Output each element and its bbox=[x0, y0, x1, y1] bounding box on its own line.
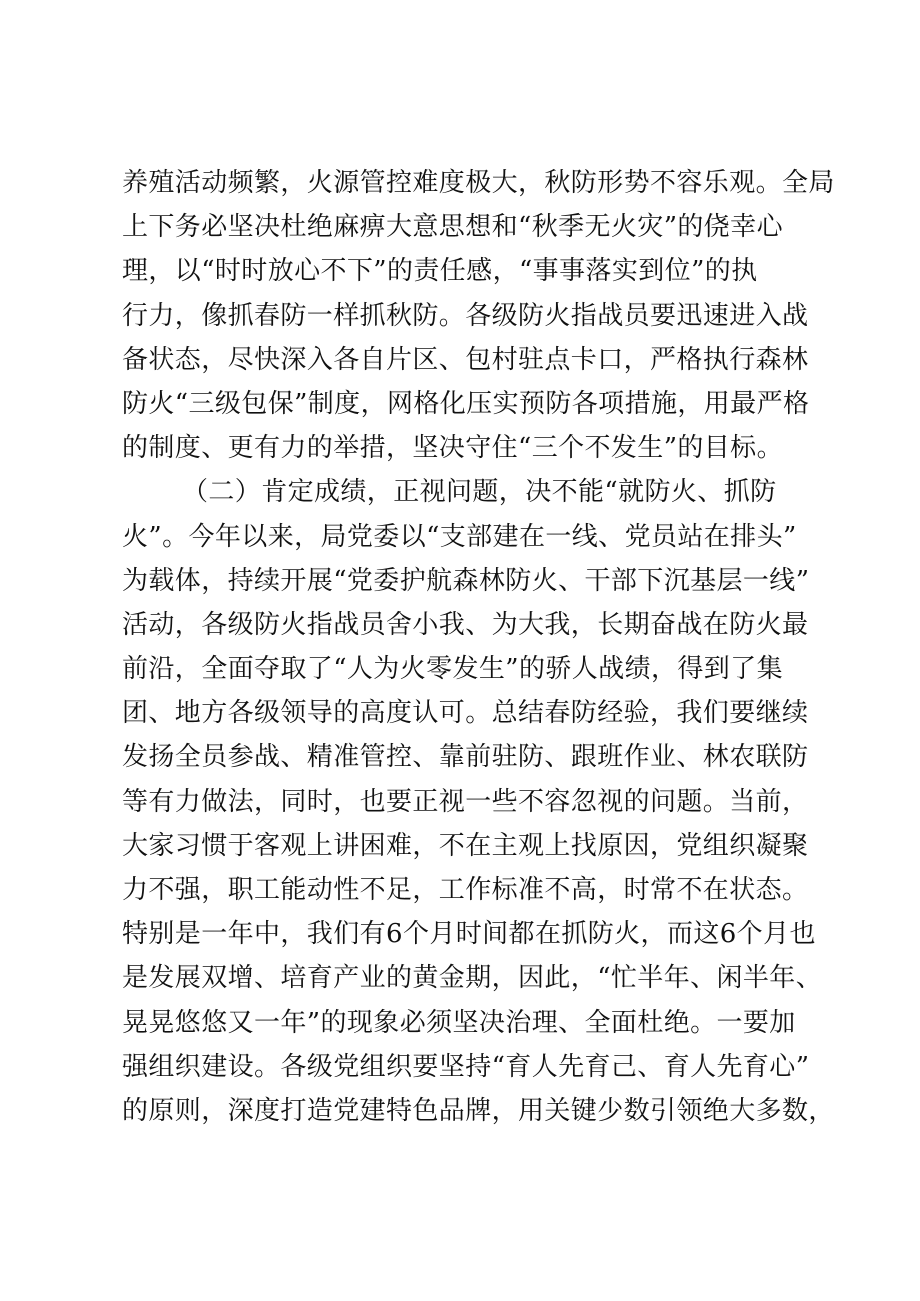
text-line: 理，以“时时放心不下”的责任感，“事事落实到位”的执 bbox=[122, 256, 758, 287]
text-line: 力不强，职工能动性不足，工作标准不高，时常不在状态。 bbox=[122, 875, 809, 905]
text-line: 晃晃悠悠又一年”的现象必须坚决治理、全面杜绝。一要加 bbox=[122, 1007, 796, 1038]
text-line: 等有力做法，同时，也要正视一些不容忽视的问题。当前， bbox=[122, 786, 809, 817]
text-line: 前沿，全面夺取了“人为火零发生”的骄人战绩，得到了集 bbox=[122, 654, 783, 685]
text-line: 是发展双增、培育产业的黄金期，因此，“忙半年、闲半年、 bbox=[122, 963, 823, 994]
text-line: 备状态，尽快深入各自片区、包村驻点卡口，严格执行森林 bbox=[122, 344, 809, 375]
text-line: 特别是一年中，我们有6个月时间都在抓防火，而这6个月也 bbox=[122, 919, 816, 950]
document-body bbox=[122, 161, 835, 1133]
text-line: 的原则，深度打造党建特色品牌，用关键少数引领绝大多数， bbox=[122, 1095, 835, 1126]
text-line: 防火“三级包保”制度，网格化压实预防各项措施，用最严格 bbox=[122, 388, 810, 419]
section-heading-line: （二）肯定成绩，正视问题，决不能“就防火、抓防 bbox=[182, 477, 777, 508]
text-line: 的制度、更有力的举措，坚决守住“三个不发生”的目标。 bbox=[122, 433, 783, 464]
text-line: 上下务必坚决杜绝麻痹大意思想和“秋季无火灾”的侥幸心 bbox=[122, 212, 783, 243]
text-line: 为载体，持续开展“党委护航森林防火、干部下沉基层一线” bbox=[122, 565, 810, 596]
text-line: 大家习惯于客观上讲困难，不在主观上找原因，党组织凝聚 bbox=[122, 830, 809, 861]
text-line: 强组织建设。各级党组织要坚持“育人先育己、育人先育心” bbox=[122, 1051, 810, 1082]
text-line: 养殖活动频繁，火源管控难度极大，秋防形势不容乐观。全局 bbox=[122, 168, 835, 198]
text-line: 行力，像抓春防一样抓秋防。各级防火指战员要迅速进入战 bbox=[122, 300, 809, 331]
text-line: 团、地方各级领导的高度认可。总结春防经验，我们要继续 bbox=[122, 698, 809, 729]
text-line: 活动，各级防火指战员舍小我、为大我，长期奋战在防火最 bbox=[122, 609, 809, 640]
text-line: 火”。今年以来，局党委以“支部建在一线、党员站在排头” bbox=[122, 521, 797, 552]
text-line: 发扬全员参战、精准管控、靠前驻防、跟班作业、林农联防 bbox=[122, 742, 809, 773]
